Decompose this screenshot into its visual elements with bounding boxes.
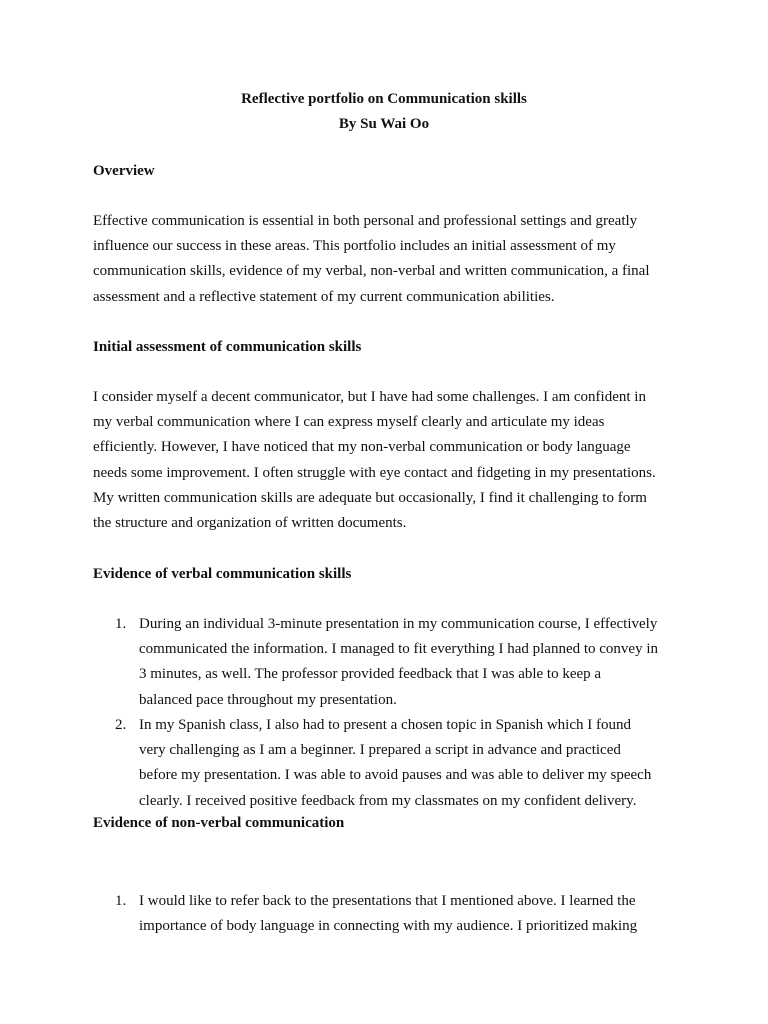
list-item-line: very challenging as I am a beginner. I prepared a script in advance and practiced bbox=[139, 742, 621, 759]
overview-paragraph bbox=[93, 209, 693, 310]
list-item bbox=[93, 889, 693, 940]
list-item-line: communicated the information. I managed to fit everything I had planned to convey in bbox=[139, 641, 659, 658]
list-item-line: During an individual 3-minute presentation in my communication course, I effectively bbox=[139, 616, 658, 632]
list-item-line: clearly. I received positive feedback from my classmates on my confident delivery. bbox=[139, 792, 637, 809]
paragraph-line: My written communication skills are adequate but occasionally, I find it challenging to form bbox=[93, 489, 647, 506]
initial-assessment-heading: Initial assessment of communication skills bbox=[93, 339, 362, 355]
paragraph-line: needs some improvement. I often struggle with eye contact and fidgeting in my presentations. bbox=[93, 464, 656, 481]
list-number: 1. bbox=[115, 616, 127, 632]
paragraph-line: I consider myself a decent communicator, but I have had some challenges. I am confident in bbox=[93, 389, 646, 405]
document-title: Reflective portfolio on Communication skills bbox=[241, 91, 527, 107]
list-item-line: In my Spanish class, I also had to present a chosen topic in Spanish which I found bbox=[139, 717, 631, 733]
list-item bbox=[93, 612, 693, 713]
list-item-line: balanced pace throughout my presentation. bbox=[139, 691, 397, 708]
list-item-line: I would like to refer back to the presentations that I mentioned above. I learned the bbox=[139, 893, 636, 909]
nonverbal-evidence-heading: Evidence of non-verbal communication bbox=[93, 815, 345, 831]
list-item-line: before my presentation. I was able to avoid pauses and was able to deliver my speech bbox=[139, 767, 652, 784]
list-item bbox=[93, 713, 693, 814]
list-item-body bbox=[139, 612, 658, 713]
list-item-line: 3 minutes, as well. The professor provided feedback that I was able to keep a bbox=[139, 666, 602, 683]
list-item-body bbox=[139, 889, 637, 939]
paragraph-line: communication skills, evidence of my verbal, non-verbal and written communication, a final bbox=[93, 263, 650, 280]
paragraph-line: efficiently. However, I have noticed that my non-verbal communication or body language bbox=[93, 439, 631, 456]
title-block bbox=[0, 87, 768, 137]
overview-heading: Overview bbox=[93, 163, 155, 179]
paragraph-line: the structure and organization of written documents. bbox=[93, 515, 407, 532]
paragraph-line: assessment and a reflective statement of my current communication abilities. bbox=[93, 288, 555, 305]
list-item-line: importance of body language in connecting with my audience. I prioritized making bbox=[139, 918, 638, 935]
paragraph-line: my verbal communication where I can express myself clearly and articulate my ideas bbox=[93, 414, 605, 431]
list-item-body bbox=[139, 713, 651, 814]
list-number: 1. bbox=[115, 893, 127, 909]
list-number: 2. bbox=[115, 717, 127, 733]
initial-assessment-paragraph bbox=[93, 385, 693, 536]
paragraph-line: Effective communication is essential in both personal and professional settings and greatly bbox=[93, 213, 638, 229]
paragraph-line: influence our success in these areas. This portfolio includes an initial assessment of my bbox=[93, 238, 616, 255]
verbal-evidence-heading: Evidence of verbal communication skills bbox=[93, 566, 352, 582]
document-author: By Su Wai Oo bbox=[338, 116, 430, 132]
